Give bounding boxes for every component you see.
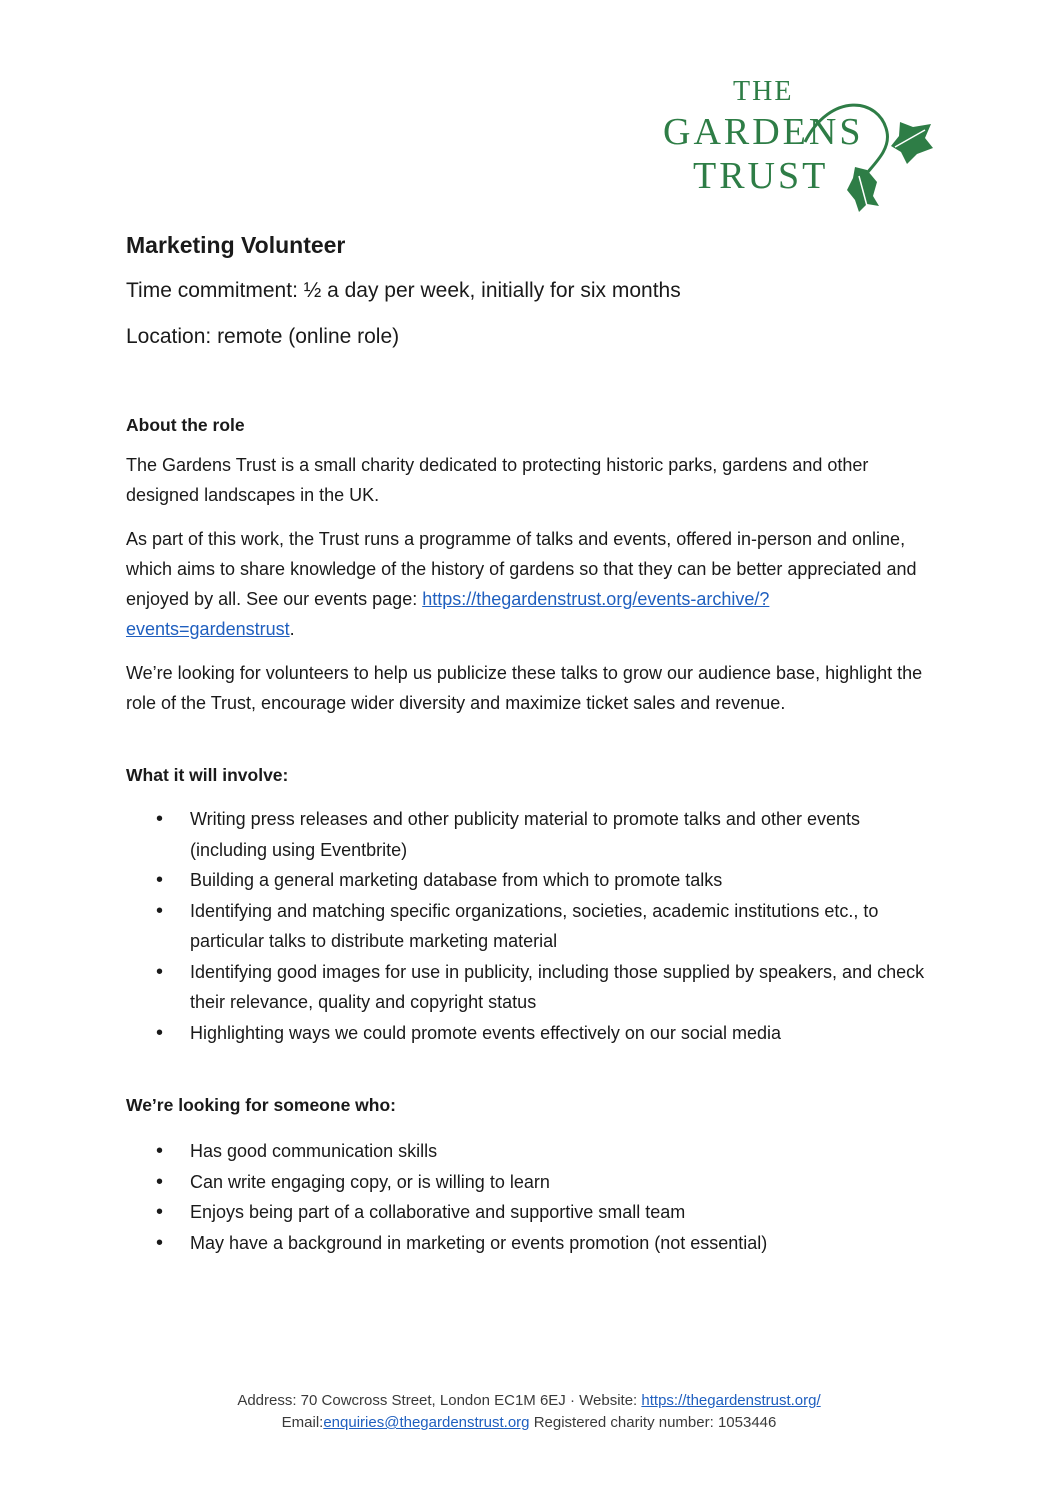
involve-heading: What it will involve:: [126, 765, 289, 785]
email-label: Email:: [281, 1414, 324, 1431]
about-paragraph-1: The Gardens Trust is a small charity dedicated to protecting historic parks, gardens and other designed landscapes in the UK.: [126, 455, 869, 505]
logo-the: THE: [733, 76, 794, 107]
events-page-link[interactable]: https://thegardenstrust.org/events-archive/?events=gardenstrust: [126, 589, 770, 639]
list-item: • Enjoys being part of a collaborative and supportive small team: [126, 1197, 936, 1228]
involve-list: [126, 804, 936, 1048]
time-commitment: Time commitment: ½ a day per week, initially for six months: [126, 279, 681, 302]
footer-line-2: [0, 1412, 1058, 1434]
about-paragraph-2-text: As part of this work, the Trust runs a programme of talks and events, offered in-person and online, which aims to share knowledge of the history of gardens so that they can be better appreciated and enjoyed by all. See our events page:: [126, 529, 917, 609]
list-item: • Has good communication skills: [126, 1136, 936, 1167]
about-paragraph-2-end: .: [289, 619, 295, 639]
about-paragraph-2: [126, 524, 936, 644]
page-footer: [0, 1390, 1058, 1434]
list-item: • Can write engaging copy, or is willing to learn: [126, 1167, 936, 1198]
footer-address: Address: 70 Cowcross Street, London EC1M 6EJ · Website:: [237, 1392, 642, 1409]
logo-trust: TRUST: [693, 155, 829, 197]
list-item: • Highlighting ways we could promote events effectively on our social media: [126, 1018, 936, 1049]
list-item: • May have a background in marketing or events promotion (not essential): [126, 1228, 936, 1259]
logo-gardens: GARDENS: [663, 111, 864, 153]
email-link[interactable]: enquiries@thegardenstrust.org: [323, 1414, 530, 1431]
document-body: [126, 226, 936, 1258]
page-title: Marketing Volunteer: [126, 232, 346, 258]
gardens-trust-logo: [655, 72, 945, 212]
about-heading: About the role: [126, 415, 245, 435]
someone-heading: We’re looking for someone who:: [126, 1095, 396, 1115]
website-link[interactable]: https://thegardenstrust.org/: [641, 1392, 821, 1409]
about-paragraph-3: We’re looking for volunteers to help us publicize these talks to grow our audience base, highlight the role of the Trust, encourage wider diversity and maximize ticket sales and revenue.: [126, 663, 923, 713]
list-item: • Writing press releases and other publicity material to promote talks and other events (including using Eventbrite): [126, 804, 936, 865]
list-item: • Identifying and matching specific organizations, societies, academic institutions etc., to particular talks to distribute marketing material: [126, 896, 936, 957]
list-item: • Building a general marketing database from which to promote talks: [126, 865, 936, 896]
footer-line-1: [0, 1390, 1058, 1412]
charity-number: Registered charity number: 1053446: [529, 1414, 777, 1431]
someone-list: [126, 1136, 936, 1258]
list-item: • Identifying good images for use in publicity, including those supplied by speakers, and check their relevance, quality and copyright status: [126, 957, 936, 1018]
location: Location: remote (online role): [126, 325, 400, 348]
